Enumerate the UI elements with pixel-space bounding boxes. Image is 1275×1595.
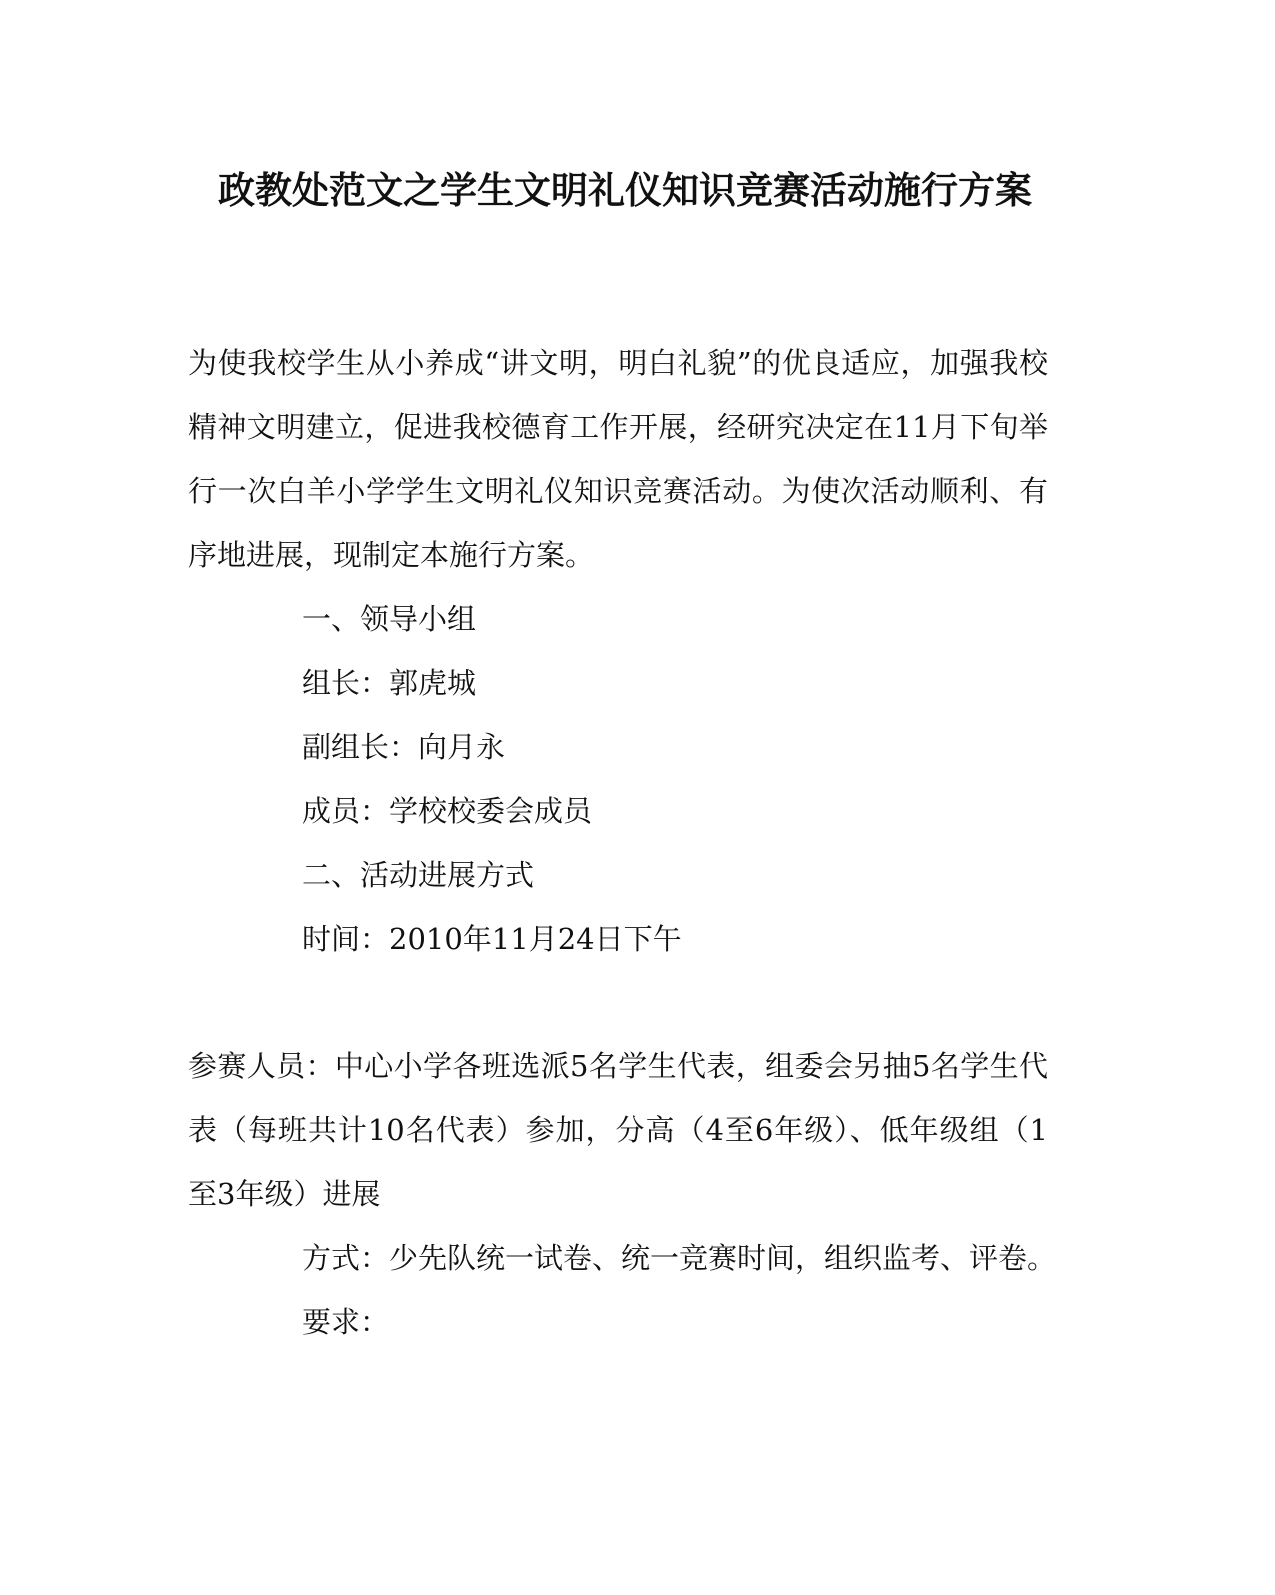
document-title: 政教处范文之学生文明礼仪知识竞赛活动施行方案 bbox=[218, 168, 1032, 212]
deputy-leader-line: 副组长：向月永 bbox=[302, 730, 506, 764]
participants-paragraph: 参赛人员：中心小学各班选派5名学生代表，组委会另抽5名学生代表（每班共计10名代表）参加，分高（4至6年级）、低年级组（1至3年级）进展 bbox=[188, 1049, 1048, 1211]
section-heading-leadership: 一、领导小组 bbox=[302, 602, 477, 636]
members-line: 成员：学校校委会成员 bbox=[302, 794, 593, 828]
requirements-line: 要求： bbox=[302, 1305, 390, 1339]
method-line: 方式：少先队统一试卷、统一竞赛时间，组织监考、评卷。 bbox=[302, 1241, 1057, 1275]
leader-line: 组长：郭虎城 bbox=[302, 666, 477, 700]
intro-paragraph: 为使我校学生从小养成“讲文明，明白礼貌”的优良适应，加强我校精神文明建立，促进我校德育工作开展，经研究决定在11月下旬举行一次白羊小学学生文明礼仪知识竞赛活动。为使次活动顺利、有序地进展，现制定本施行方案。 bbox=[188, 346, 1048, 572]
section-heading-activity-method: 二、活动进展方式 bbox=[302, 858, 535, 892]
time-line: 时间：2010年11月24日下午 bbox=[302, 922, 682, 956]
